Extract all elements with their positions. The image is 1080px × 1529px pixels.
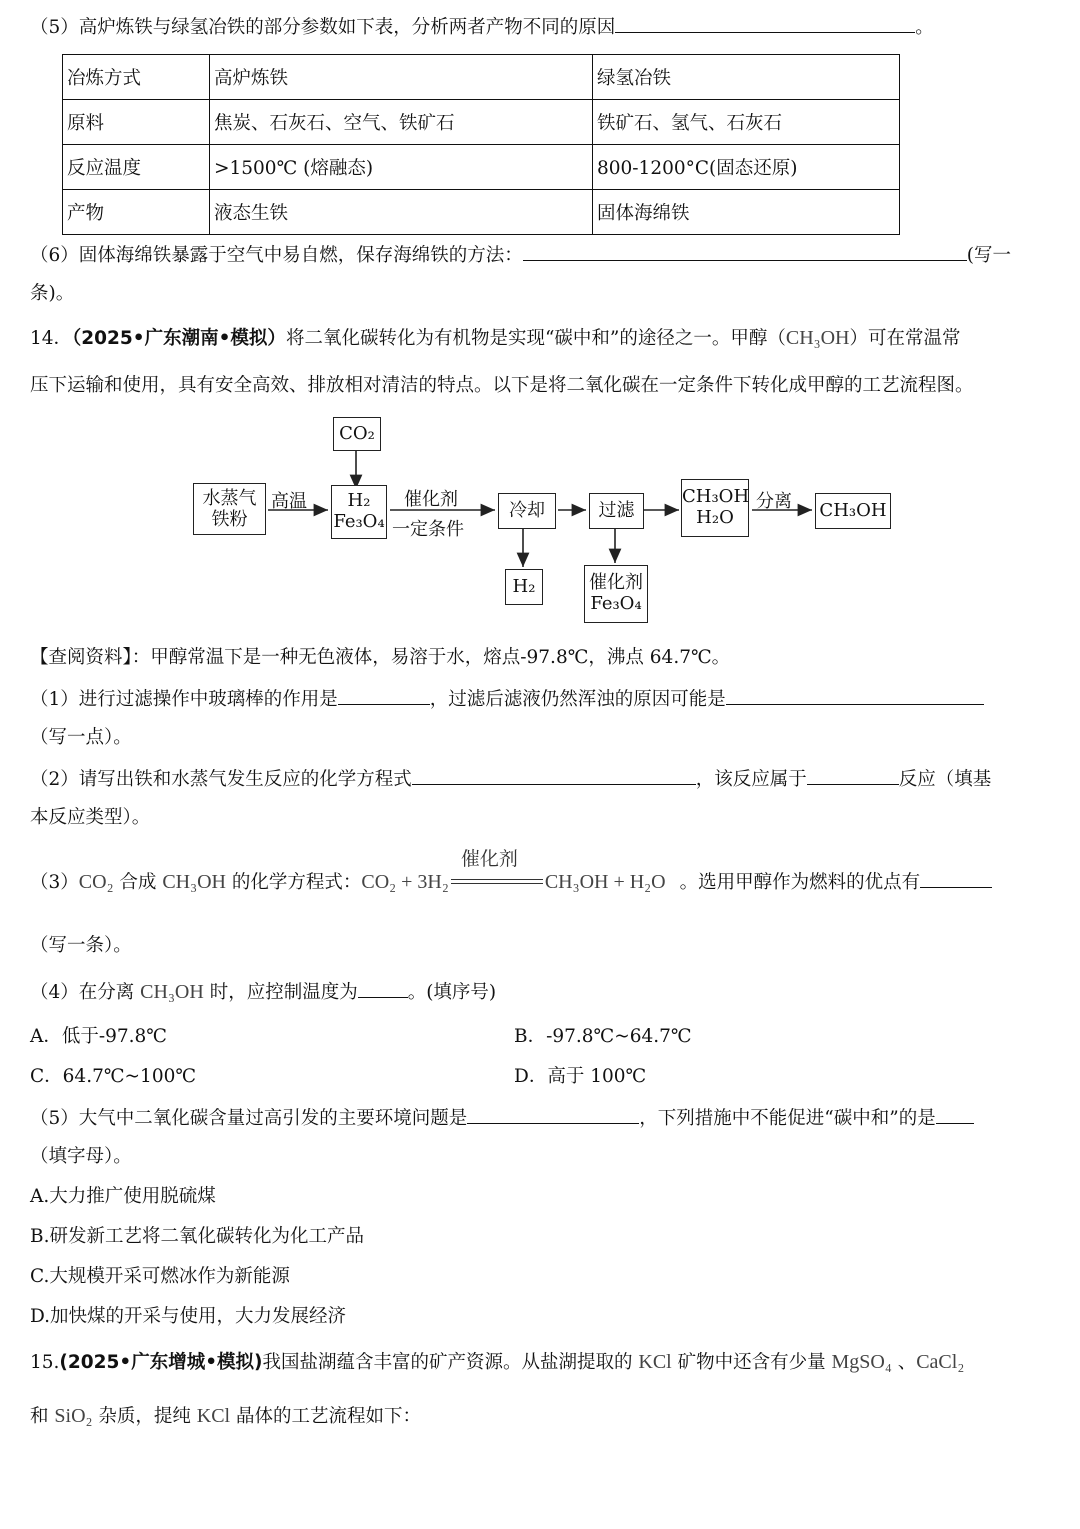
table-cell: 固体海绵铁 [593, 190, 900, 235]
filter-box: 过滤 [589, 493, 644, 529]
answer-blank-q13-6[interactable] [523, 242, 967, 261]
table-cell: 800-1200°C(固态还原) [593, 145, 900, 190]
q14-part3-line2: （写一条）。 [30, 935, 132, 956]
q15-source: (2025•广东增城•模拟) [59, 1352, 263, 1373]
catalyst-out-box: 催化剂 Fe₃O₄ [584, 565, 648, 623]
table-cell: 反应温度 [63, 145, 210, 190]
choice-c[interactable]: C.大规模开采可燃冰作为新能源 [30, 1266, 290, 1287]
choice-d[interactable]: D.加快煤的开采与使用，大力发展经济 [30, 1306, 347, 1327]
equation-left: CO₂ + 3H₂ [361, 871, 449, 893]
q13-part6-line: （6）固体海绵铁暴露于空气中易自燃，保存海绵铁的方法： (写一 [30, 242, 1011, 268]
q14-part3-line: （3）CO₂ 合成 CH₃OH 的化学方程式：CO₂ + 3H₂ 催化剂 CH₃OH + H₂O 。选用甲醇作为燃料的优点有 [30, 869, 992, 895]
q14-source: （2025•广东潮南•模拟） [72, 328, 286, 349]
label-condition: 一定条件 [392, 519, 464, 540]
h2-out-box: H₂ [505, 569, 543, 605]
q14-part2-line2: 本反应类型）。 [30, 807, 151, 828]
q13-part5-line: （5）高炉炼铁与绿氢冶铁的部分参数如下表，分析两者产物不同的原因 。 [30, 14, 934, 40]
table-cell: 液态生铁 [210, 190, 593, 235]
option-d[interactable]: D．高于 100℃ [514, 1066, 647, 1087]
table-cell: >1500℃ (熔融态) [210, 145, 593, 190]
q14-intro-line2: 压下运输和使用，具有安全高效、排放相对清洁的特点。以下是将二氧化碳在一定条件下转化成甲醇的工艺流程图。 [30, 375, 974, 396]
q14-part5-line: （5）大气中二氧化碳含量过高引发的主要环境问题是 ，下列措施中不能促进“碳中和”的是 [30, 1105, 974, 1131]
equation-right: CH₃OH + H₂O [544, 871, 666, 893]
table-cell: 冶炼方式 [63, 55, 210, 100]
answer-blank-q14-4[interactable] [358, 979, 408, 998]
label-catalyst: 催化剂 [404, 489, 458, 510]
table-row [63, 55, 900, 100]
option-a[interactable]: A．低于-97.8℃ [30, 1026, 167, 1047]
q13-part6-line2: 条)。 [30, 283, 75, 304]
q14-part4-line: （4）在分离 CH₃OH 时，应控制温度为 。(填序号) [30, 981, 497, 1003]
q14-intro-line1: 14．（2025•广东潮南•模拟）将二氧化碳转化为有机物是实现“碳中和”的途径之一。甲醇（CH₃OH）可在常温常 [30, 327, 961, 349]
choice-a[interactable]: A.大力推广使用脱硫煤 [30, 1186, 216, 1207]
q15-intro-line1: 15.(2025•广东增城•模拟)我国盐湖蕴含丰富的矿产资源。从盐湖提取的 KCl 矿物中还含有少量 MgSO₄ 、CaCl₂ [30, 1351, 965, 1373]
product-box: CH₃OH [815, 493, 891, 529]
cooling-box: 冷却 [498, 493, 556, 529]
parameter-table [62, 54, 900, 235]
reference-info: 【查阅资料】：甲醇常温下是一种无色液体，易溶于水，熔点-97.8℃，沸点 64.7℃。 [30, 647, 731, 668]
q14-part1-line: （1）进行过滤操作中玻璃棒的作用是 ，过滤后滤液仍然浑浊的原因可能是 [30, 686, 984, 712]
h2-fe3o4-box: H₂ Fe₃O₄ [331, 485, 387, 539]
reaction-condition: 催化剂 [460, 848, 518, 870]
q14-part1-line2: （写一点）。 [30, 727, 132, 748]
answer-blank-q14-5b[interactable] [936, 1105, 974, 1124]
option-b[interactable]: B．-97.8℃~64.7℃ [514, 1026, 692, 1047]
q14-part5-line2: （填字母）。 [30, 1146, 132, 1167]
answer-blank-q14-2b[interactable] [807, 766, 899, 785]
table-row [63, 190, 900, 235]
table-cell: 绿氢冶铁 [593, 55, 900, 100]
choice-b[interactable]: B.研发新工艺将二氧化碳转化为化工产品 [30, 1226, 364, 1247]
reaction-arrow [451, 848, 543, 893]
mixture-box: CH₃OH H₂O [681, 479, 749, 537]
table-cell: 铁矿石、氢气、石灰石 [593, 100, 900, 145]
table-cell: 高炉炼铁 [210, 55, 593, 100]
co2-box: CO₂ [333, 417, 381, 451]
q15-intro-line2: 和 SiO₂ 杂质，提纯 KCl 晶体的工艺流程如下： [30, 1405, 421, 1427]
label-high-temp: 高温 [271, 491, 307, 512]
answer-blank-q14-3[interactable] [920, 869, 992, 888]
table-cell: 原料 [63, 100, 210, 145]
table-cell: 产物 [63, 190, 210, 235]
option-c[interactable]: C．64.7℃~100℃ [30, 1066, 197, 1087]
answer-blank-q13-5[interactable] [615, 14, 915, 33]
table-cell: 焦炭、石灰石、空气、铁矿石 [210, 100, 593, 145]
table-row [63, 145, 900, 190]
answer-blank-q14-1b[interactable] [726, 686, 984, 705]
answer-blank-q14-1a[interactable] [338, 686, 430, 705]
answer-blank-q14-2a[interactable] [412, 766, 696, 785]
table-row [63, 100, 900, 145]
answer-blank-q14-5a[interactable] [467, 1105, 639, 1124]
start-materials-box: 水蒸气 铁粉 [193, 483, 266, 535]
label-separate: 分离 [756, 491, 792, 512]
q14-part2-line: （2）请写出铁和水蒸气发生反应的化学方程式 ，该反应属于 反应（填基 [30, 766, 991, 792]
process-flow-diagram [0, 405, 1080, 635]
